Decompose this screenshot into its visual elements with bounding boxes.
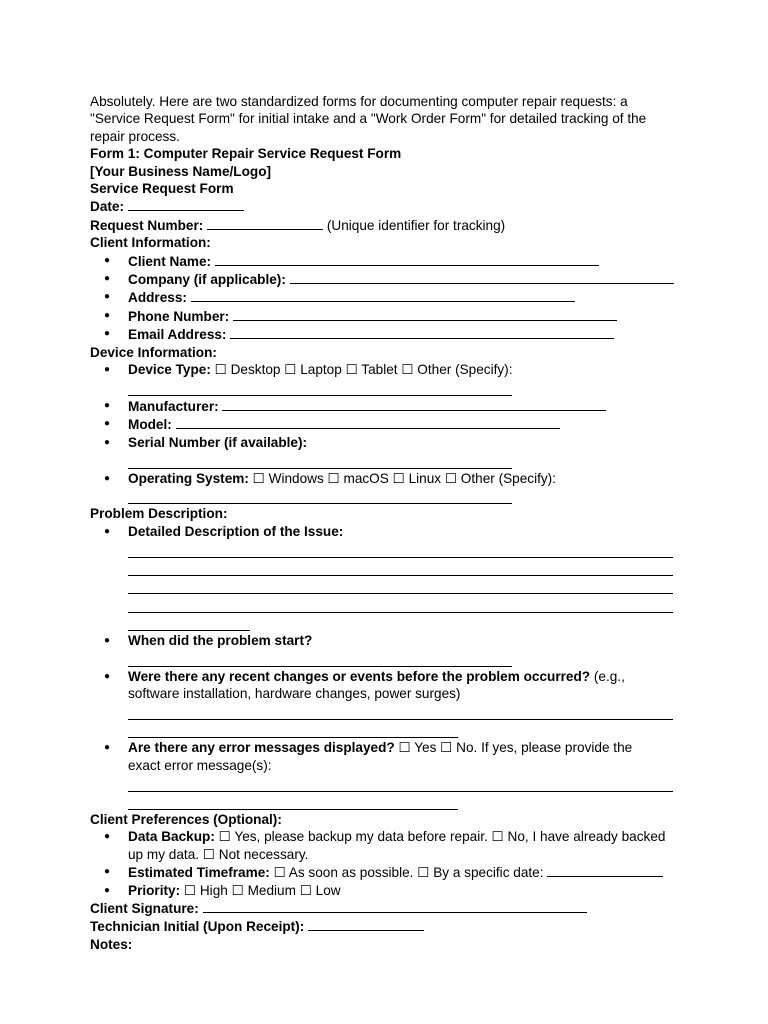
recent-changes-line-2[interactable] <box>128 721 458 738</box>
detailed-description-item <box>90 523 684 631</box>
errors-line-1[interactable] <box>128 774 673 791</box>
recent-changes-label: Were there any recent changes or events before the problem occurred? <box>128 668 591 684</box>
manufacturer-blank[interactable] <box>222 397 606 411</box>
timeframe-item <box>90 863 684 881</box>
phone-blank[interactable] <box>233 307 617 321</box>
recent-changes-item <box>90 668 684 739</box>
serial-blank[interactable] <box>128 451 512 468</box>
model-blank[interactable] <box>176 415 560 429</box>
serial-label: Serial Number (if available): <box>128 434 308 450</box>
problem-heading: Problem Description: <box>90 506 228 522</box>
errors-label: Are there any error messages displayed? <box>128 740 395 756</box>
client-signature-label: Client Signature: <box>90 901 199 917</box>
address-label: Address: <box>128 290 187 306</box>
description-line-3[interactable] <box>128 577 673 594</box>
intro-line-1: Absolutely. Here are two standardized forms for documenting computer repair requests: a <box>90 94 628 109</box>
phone-item <box>90 307 684 325</box>
phone-label: Phone Number: <box>128 308 230 324</box>
device-type-label: Device Type: <box>128 362 211 378</box>
description-line-1[interactable] <box>128 540 673 557</box>
device-type-options[interactable]: ☐ Desktop ☐ Laptop ☐ Tablet ☐ Other (Specify): <box>214 362 513 378</box>
os-other-blank[interactable] <box>128 487 512 504</box>
manufacturer-item <box>90 397 684 415</box>
os-label: Operating System: <box>128 470 249 486</box>
timeframe-date-blank[interactable] <box>547 863 663 877</box>
device-info-list <box>90 361 684 504</box>
form-title: Form 1: Computer Repair Service Request Form <box>90 146 402 162</box>
business-name: [Your Business Name/Logo] <box>90 163 272 179</box>
email-blank[interactable] <box>230 325 614 339</box>
priority-note[interactable]: ☐ High ☐ Medium ☐ Low <box>183 882 341 898</box>
model-label: Model: <box>128 417 172 433</box>
device-type-item <box>90 361 684 396</box>
preferences-heading: Client Preferences (Optional): <box>90 812 282 828</box>
serial-item <box>90 434 684 469</box>
errors-line-2[interactable] <box>128 793 458 810</box>
device-type-other-blank[interactable] <box>128 379 512 396</box>
client-name-item <box>90 252 684 270</box>
notes-label: Notes: <box>90 936 133 952</box>
company-blank[interactable] <box>290 270 674 284</box>
manufacturer-label: Manufacturer: <box>128 398 219 414</box>
company-item <box>90 270 684 288</box>
errors-note-1[interactable]: ☐ Yes ☐ No. If yes, please provide the <box>398 740 633 756</box>
date-blank[interactable] <box>128 197 244 211</box>
request-number-note: (Unique identifier for tracking) <box>326 217 506 233</box>
model-item <box>90 415 684 433</box>
request-number-blank[interactable] <box>207 216 323 230</box>
device-info-heading: Device Information: <box>90 344 217 360</box>
intro-line-2: "Service Request Form" for initial intake and a "Work Order Form" for detailed tracking of the <box>90 111 647 127</box>
when-start-item <box>90 632 684 667</box>
client-info-heading: Client Information: <box>90 235 211 251</box>
when-start-blank[interactable] <box>128 649 512 666</box>
address-blank[interactable] <box>191 288 575 302</box>
request-number-field <box>90 216 684 234</box>
description-line-4[interactable] <box>128 595 673 612</box>
client-signature-field <box>90 899 684 917</box>
backup-item <box>90 828 684 863</box>
detailed-description-label: Detailed Description of the Issue: <box>128 523 344 539</box>
intro-line-3: repair process. <box>90 128 180 144</box>
problem-list <box>90 523 684 810</box>
company-label: Company (if applicable): <box>128 272 286 288</box>
preferences-list <box>90 828 684 899</box>
timeframe-note[interactable]: ☐ As soon as possible. ☐ By a specific date: <box>273 865 544 881</box>
description-line-5[interactable] <box>128 614 250 631</box>
backup-label: Data Backup: <box>128 829 215 845</box>
description-line-2[interactable] <box>128 559 673 576</box>
errors-item <box>90 739 684 810</box>
timeframe-label: Estimated Timeframe: <box>128 865 270 881</box>
client-info-list <box>90 252 684 344</box>
os-item <box>90 470 684 505</box>
email-item <box>90 325 684 343</box>
date-field <box>90 197 684 215</box>
backup-note-1[interactable]: ☐ Yes, please backup my data before repair. ☐ No, I have already backed <box>218 829 666 845</box>
form-name: Service Request Form <box>90 181 234 197</box>
when-start-label: When did the problem start? <box>128 633 313 649</box>
recent-changes-line-1[interactable] <box>128 703 673 720</box>
client-signature-blank[interactable] <box>203 899 587 913</box>
recent-changes-note-2: software installation, hardware changes, power surges) <box>128 686 461 702</box>
priority-item <box>90 882 684 899</box>
address-item <box>90 288 684 306</box>
technician-initial-blank[interactable] <box>308 917 424 931</box>
request-number-label: Request Number: <box>90 217 204 233</box>
backup-note-2[interactable]: up my data. ☐ Not necessary. <box>128 846 309 862</box>
technician-initial-label: Technician Initial (Upon Receipt): <box>90 919 305 935</box>
client-name-label: Client Name: <box>128 253 212 269</box>
os-options[interactable]: ☐ Windows ☐ macOS ☐ Linux ☐ Other (Specify): <box>252 470 556 486</box>
priority-label: Priority: <box>128 882 181 898</box>
recent-changes-note-1: (e.g., <box>593 668 625 684</box>
client-name-blank[interactable] <box>215 252 599 266</box>
document-page <box>90 93 684 953</box>
errors-note-2: exact error message(s): <box>128 757 272 773</box>
date-label: Date: <box>90 199 124 215</box>
technician-initial-field <box>90 917 684 935</box>
email-label: Email Address: <box>128 327 227 343</box>
